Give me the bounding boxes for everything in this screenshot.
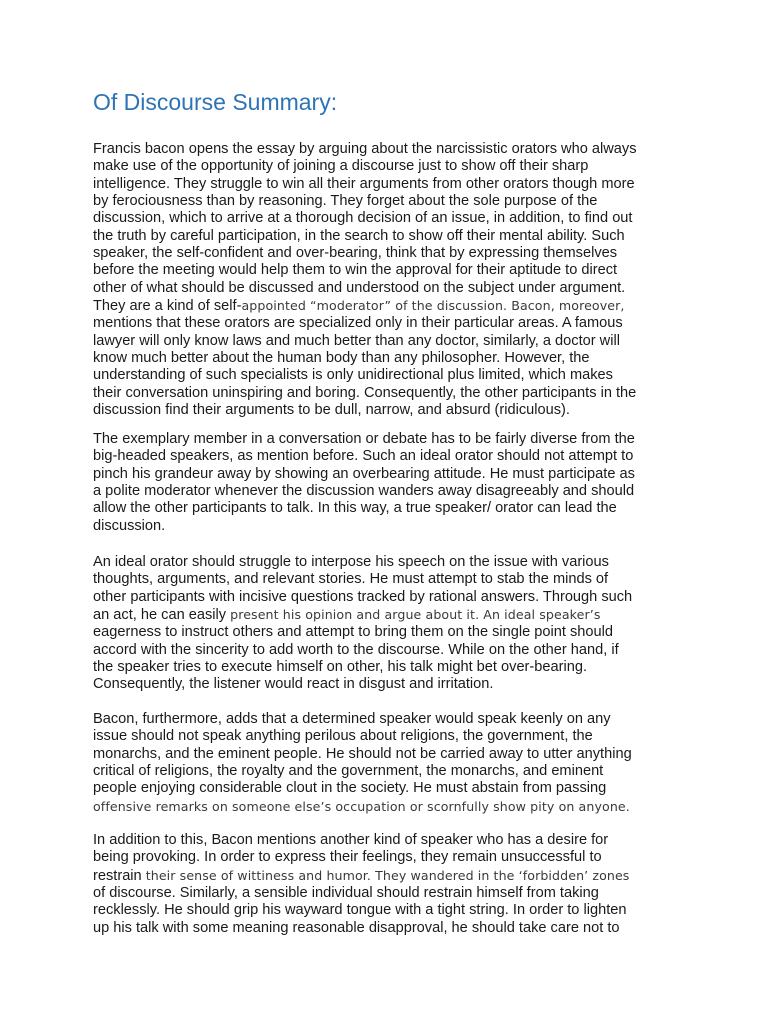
text-line: up his talk with some meaning reasonable disapproval, he should take care not to	[93, 919, 620, 936]
text-segment: restrain	[93, 867, 146, 884]
text-line: An ideal orator should struggle to interpose his speech on the issue with various	[93, 554, 609, 570]
text-line: the speaker tries to execute himself on other, his talk might bet over-bearing.	[93, 659, 588, 676]
text-line: monarchs, and the eminent people. He should not be carried away to utter anything	[93, 745, 632, 762]
text-line: people enjoying considerable clout in the society. He must abstain from passing	[93, 780, 607, 797]
text-line: big-headed speakers, as mention before. Such an ideal orator should not attempt to	[93, 448, 634, 465]
text-line: by ferociousness than by reasoning. They forget about the sole purpose of the	[93, 193, 598, 210]
text-line: a polite moderator whenever the discussion wanders away disagreeably and should	[93, 483, 635, 500]
text-line: speaker, the self-confident and over-bearing, think that by expressing themselves	[93, 245, 618, 262]
text-line	[93, 606, 673, 624]
paragraph-3	[93, 554, 673, 694]
text-line: recklessly. He should grip his wayward tongue with a tight string. In order to lighten	[93, 902, 627, 919]
text-line: other of what should be discussed and understood on the subject under argument.	[93, 279, 626, 296]
text-line: discussion.	[93, 517, 166, 534]
page-title: Of Discourse Summary:	[93, 89, 338, 115]
text-line: issue should not speak anything perilous about religions, the government, the	[93, 728, 593, 745]
text-segment-alt-font: offensive remarks on someone else’s occupation or scornfully show pity on anyone.	[93, 798, 630, 814]
text-line: before the meeting would help them to win the approval for their aptitude to direct	[93, 262, 618, 279]
text-line: discussion find their arguments to be dull, narrow, and absurd (ridiculous).	[93, 402, 570, 419]
text-line: know much better about the human body than any philosopher. However, the	[93, 350, 590, 367]
text-line: allow the other participants to talk. In this way, a true speaker/ orator can lead the	[93, 500, 617, 517]
text-segment-alt-font: their sense of wittiness and humor. They wandered in the ‘forbidden’ zones	[145, 867, 630, 883]
text-segment-alt-font: appointed “moderator” of the discussion. Bacon, moreover,	[241, 298, 625, 314]
text-line	[93, 798, 673, 816]
paragraph-2	[93, 431, 673, 535]
text-line: pinch his grandeur away by showing an overbearing attitude. He must participate as	[93, 465, 635, 482]
text-line: being provoking. In order to express their feelings, they remain unsuccessful to	[93, 849, 602, 866]
text-line: intelligence. They struggle to win all their arguments from other orators though more	[93, 175, 635, 192]
text-line: The exemplary member in a conversation or debate has to be fairly diverse from the	[93, 431, 635, 447]
paragraph-4	[93, 711, 673, 816]
text-segment: an act, he can easily	[93, 607, 231, 624]
text-line: thoughts, arguments, and relevant stories. He must attempt to stab the minds of	[93, 571, 609, 588]
text-line: make use of the opportunity of joining a discourse just to show off their sharp	[93, 158, 589, 175]
text-line: mentions that these orators are specialized only in their particular areas. A famous	[93, 315, 623, 332]
text-line: discussion, which to arrive at a thorough decision of an issue, in addition, to find out	[93, 210, 633, 227]
text-line: Consequently, the listener would react in disgust and irritation.	[93, 676, 494, 693]
text-line: critical of religions, the royalty and the government, the monarchs, and eminent	[93, 763, 604, 780]
text-line: other participants with incisive questions tracked by rational answers. Through such	[93, 588, 633, 605]
text-line: lawyer will only know laws and much better than any doctor, similarly, a doctor will	[93, 332, 620, 349]
text-line: eagerness to instruct others and attempt to bring them on the single point should	[93, 624, 614, 641]
text-line: understanding of such specialists is only unidirectional plus limited, which makes	[93, 367, 613, 384]
text-line	[93, 297, 673, 315]
text-line: their conversation uninspiring and boring. Consequently, the other participants in the	[93, 384, 637, 401]
text-segment: They are a kind of self-	[93, 298, 242, 315]
text-line: the truth by careful participation, in the search to show off their mental ability. Such	[93, 227, 625, 244]
paragraph-5	[93, 832, 673, 937]
text-line: of discourse. Similarly, a sensible individual should restrain himself from taking	[93, 885, 599, 902]
text-line: In addition to this, Bacon mentions another kind of speaker who has a desire for	[93, 832, 609, 848]
paragraph-1	[93, 141, 673, 420]
text-line: Bacon, furthermore, adds that a determined speaker would speak keenly on any	[93, 711, 611, 727]
text-line: accord with the sincerity to add worth to the discourse. While on the other hand, if	[93, 641, 619, 658]
text-segment-alt-font: present his opinion and argue about it. An ideal speaker’s	[230, 607, 601, 623]
text-line	[93, 867, 673, 885]
text-line: Francis bacon opens the essay by arguing about the narcissistic orators who always	[93, 141, 637, 157]
